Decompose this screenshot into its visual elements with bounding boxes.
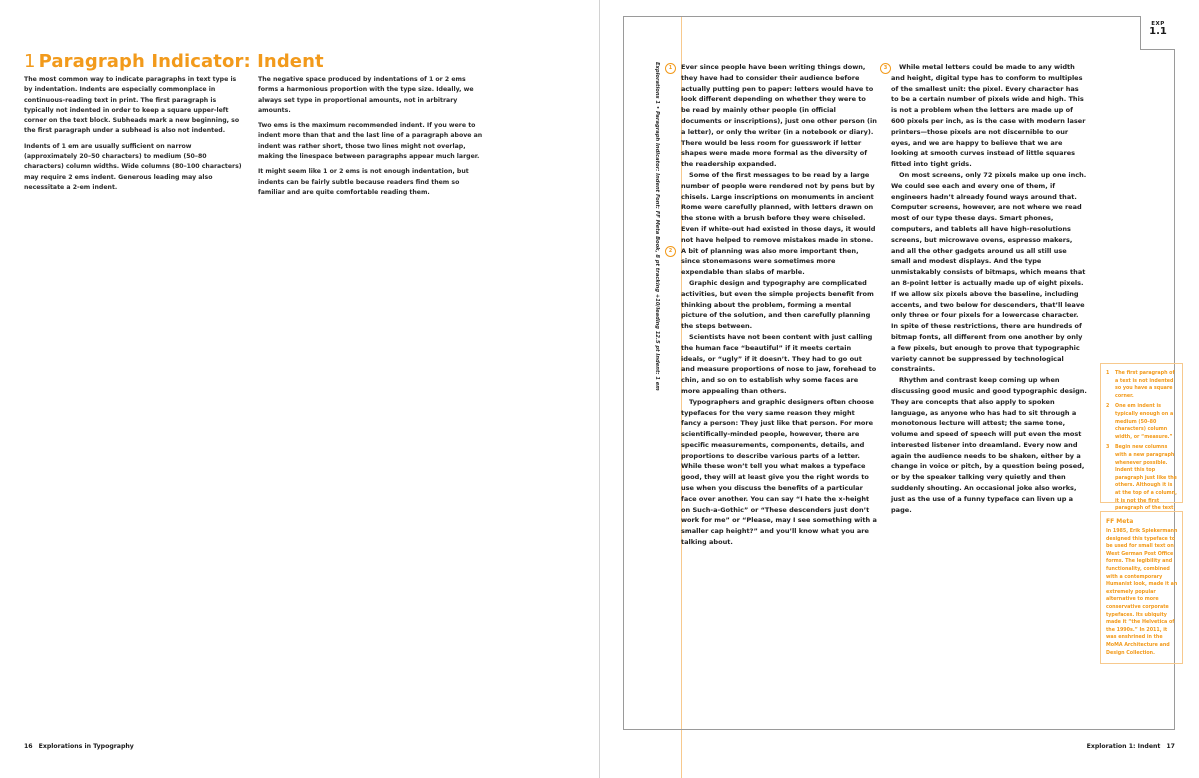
page-number-left: 16 — [24, 743, 33, 750]
margin-note-text: Begin new columns with a new paragraph whenever possible. Indent this top paragraph just like the others. Although it is at the top of a column, it is not the first paragraph of the text. — [1115, 445, 1177, 512]
right-page — [600, 0, 1199, 778]
font-note-title: FF Meta — [1106, 518, 1134, 525]
sample-column-2 — [891, 62, 1087, 515]
margin-note-text: The first paragraph of a text is not indented so you have a square corner. — [1115, 371, 1175, 399]
font-note — [1100, 511, 1183, 664]
note-marker-1: 1 — [665, 63, 676, 74]
sample-paragraph: Graphic design and typography are complicated activities, but even the simple projects benefit from thinking about the problem, forming a mental picture of the solution, and then carefully planning the steps between. — [681, 278, 874, 331]
margin-note — [1106, 370, 1178, 400]
folio-left — [24, 743, 134, 750]
sample-column-1 — [681, 62, 877, 548]
intro-column-b — [258, 75, 484, 203]
intro-paragraph: It might seem like 1 or 2 ems is not enough indentation, but indents can be fairly subtle because readers find them so familiar and are quite comfortable reading them. — [258, 168, 469, 196]
margin-note-number: 1 — [1106, 371, 1110, 376]
intro-paragraph: Two ems is the maximum recommended indent. If you were to indent more than that and the last line of a paragraph above an indent was rather short, those two lines might not overlap, making the linespace between paragraphs appear much larger. — [258, 122, 483, 161]
tab-label: EXP — [1151, 21, 1165, 27]
margin-note-text: One em indent is typically enough on a medium (50–80 characters) column width, or “measure.” — [1115, 404, 1174, 440]
margin-note — [1106, 403, 1178, 441]
sample-paragraph: While metal letters could be made to any width and height, digital type has to conform to multiples of the smallest unit: the pixel. Every character has to be a certain number of pixels wide and high. This is not a problem when the letters are made up of 600 pixels per inch, as is the case with modern laser printers—those pixels are not discernible to our eyes, and we are happy to believe that we are looking at smooth curves instead of little squares fitted into tight grids. — [891, 63, 1086, 169]
specs-caption — [650, 62, 662, 391]
specs-caption-text: Explorations 1 • Paragraph Indicator: Indent Font: FF Meta Book, 8 pt tracking +10/leading 12.5 pt Indent: 1 em — [654, 62, 660, 391]
sample-paragraph: Ever since people have been writing things down, they have had to consider their audience before actually putting pen to paper: letters would have to look different depending on whether they were to be read by mainly other people (in official documents or inscriptions), just one other person (in a letter), or only the writer (in a notebook or diary). There would be less room for guesswork if letter shapes were made more formal as the diversity of the readership expanded. — [681, 63, 877, 169]
exploration-tab — [1140, 16, 1175, 50]
sample-paragraph: Typographers and graphic designers often choose typefaces for the very same reason they might fancy a person: They just like that person. For more scientifically-minded people, however, there are specific measurements, components, details, and proportions to describe various parts of a letter. While these won’t tell you what makes a typeface good, they will at least give you the right words to use when you discuss the benefits of a particular face over another. You can say “I hate the x-height on Such-a-Gothic” or “These descenders just don’t work for me” or “Please, may I see something with a smaller cap height?” and you’ll know what you are talking about. — [681, 397, 877, 547]
note-marker-2: 2 — [665, 246, 676, 257]
font-note-text: In 1985, Erik Spiekermann designed this typeface to be used for small text on West German Post Office forms. The legibility and functionality, combined with a contemporary Humanist look, made it an extremely popular alternative to more conservative corporate typefaces. Its ubiquity made it “the Helvetica of the 1990s.” In 2011, it was enshrined in the MoMA Architecture and Design Collection. — [1106, 529, 1178, 656]
section-number: 1 — [24, 51, 36, 72]
sample-paragraph: Rhythm and contrast keep coming up when discussing good music and good typographic design. They are concepts that also apply to spoken language, as anyone who has had to sit through a monotonous lecture will attest; the same tone, volume and speed of speech will put even the most interested listener into dreamland. Every now and again the audience needs to be shaken, either by a change in voice or pitch, by a question being posed, or by the speaker talking very quietly and then suddenly shouting. An occasional joke also works, just as the use of a funny typeface can liven up a page. — [891, 376, 1087, 514]
note-marker-3: 3 — [880, 63, 891, 74]
section-title — [24, 51, 324, 72]
margin-notes — [1100, 363, 1183, 512]
page-number-right: 17 — [1166, 743, 1175, 750]
margin-note — [1106, 444, 1178, 512]
margin-note-number: 2 — [1106, 404, 1110, 410]
intro-paragraph: Indents of 1 em are usually sufficient on narrow (approximately 20–50 characters) to medium (50–80 characters) column widths. Wide columns (80–100 characters) may require 2 ems indent. Generous leading may also necessitate a 2-em indent. — [24, 142, 242, 191]
intro-paragraph: The negative space produced by indentations of 1 or 2 ems forms a harmonious proportion with the type size. Ideally, we always set type in proportional amounts, not in arbitrary amounts. — [258, 76, 474, 114]
section-title-text: Paragraph Indicator: Indent — [38, 51, 324, 72]
running-head-left: Explorations in Typography — [38, 743, 134, 750]
margin-note-number: 3 — [1106, 445, 1110, 451]
sample-paragraph: Scientists have not been content with just calling the human face “beautiful” if it meets certain ideals, or “ugly” if it doesn’t. They had to go out and measure proportions of nose to jaw, forehead to chin, and so on to establish why some faces are more appealing than others. — [681, 332, 877, 395]
running-head-right: Exploration 1: Indent — [1086, 743, 1161, 750]
tab-number: 1.1 — [1149, 26, 1167, 37]
folio-right — [1087, 743, 1175, 750]
intro-paragraph: The most common way to indicate paragraphs in text type is by indentation. Indents are especially commonplace in continuous-reading text in print. The first paragraph is typically not indented in order to keep a square upper-left corner on the text block. Subheads mark a new beginning, so the first paragraph under a subhead is also not indented. — [24, 76, 240, 135]
sample-paragraph: Some of the first messages to be read by a large number of people were rendered not by pens but by chisels. Large inscriptions on monuments in ancient Rome were carefully planned, with letters drawn on the stone with a brush before they were chiseled. Even if white-out had existed in those days, it would not have helped to remove mistakes made in stone. A bit of planning was also more important then, since stonemasons were sometimes more expendable than slabs of marble. — [681, 170, 876, 277]
left-page — [0, 0, 599, 778]
intro-column-a — [24, 75, 244, 198]
sample-paragraph: On most screens, only 72 pixels make up one inch. We could see each and every one of them, if engineers hadn’t already found ways around that. Computer screens, however, are not where we read most of our type these days. Smart phones, computers, and tablets all have high-resolutions screens, but microwave ovens, espresso makers, and all the other gadgets around us all still use small and modest displays. And the type unmistakably consists of bitmaps, which means that an 8-point letter is actually made up of eight pixels. If we allow six pixels above the baseline, including accents, and two below for descenders, that’ll leave only three or four pixels for a lowercase character. In spite of these restrictions, there are hundreds of bitmap fonts, all different from one another by only a few pixels, but enough to prove that typographic variety cannot be suppressed by technological constraints. — [891, 170, 1087, 374]
